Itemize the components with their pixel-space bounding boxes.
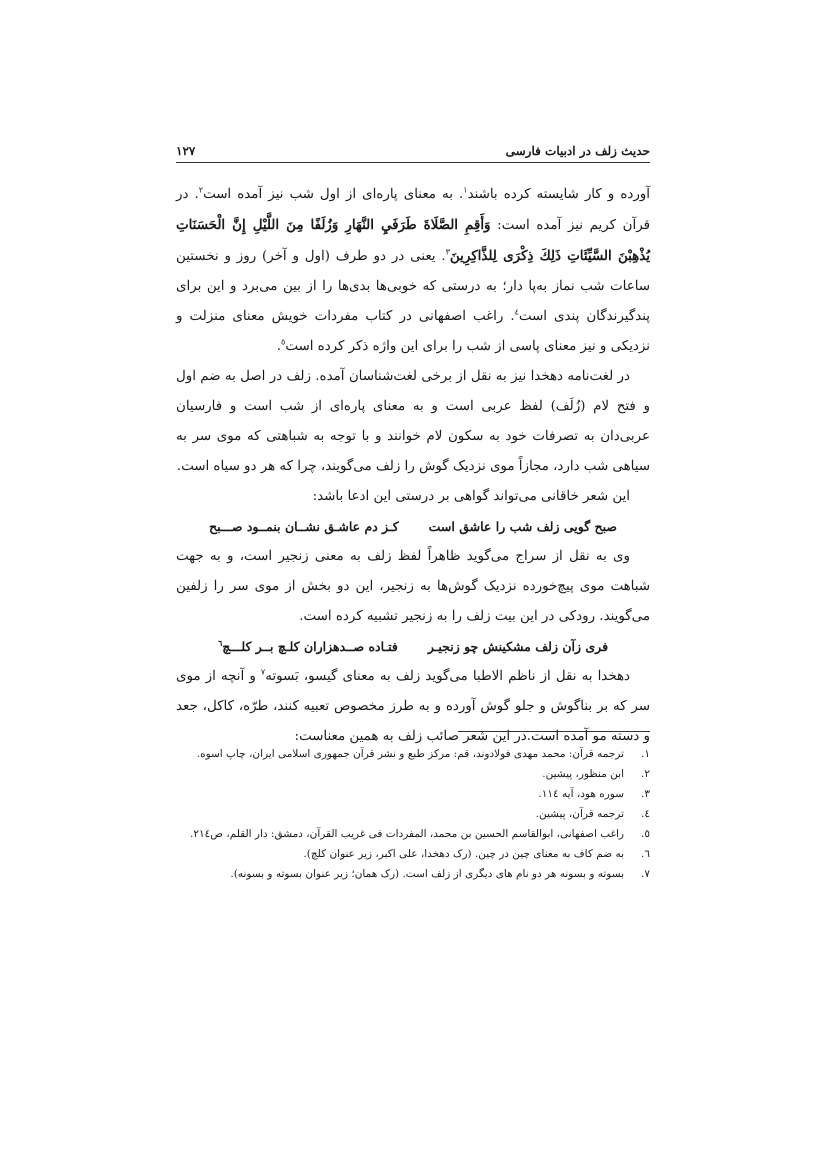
- hemistich-right: صبح گویی زلف شب را عاشق است: [428, 519, 617, 534]
- text-run: و آنچه از موی سر که بر بناگوش و جلو گوش آورده و به طرز مخصوص تعبیه کنند، طرّه، کاکل، جعد و دسته مو آمده است.در این شعر صائب زلف به همین معناست:: [176, 669, 650, 744]
- footnote-item: [176, 744, 650, 764]
- footnote-item: [176, 864, 650, 884]
- footnote-item: [176, 784, 650, 804]
- text-run: دهخدا به نقل از ناظم الاطبا می‌گوید زلف به معنای گیسو، بَسوته: [265, 669, 630, 684]
- footnote-item: [176, 824, 650, 844]
- paragraph-3: این شعر خاقانی می‌تواند گواهی بر درستی این ادعا باشد:: [312, 489, 630, 504]
- footnote-number: ٧.: [641, 868, 650, 880]
- footnote-item: [176, 804, 650, 824]
- page-header: [176, 140, 650, 163]
- footnotes-list: [176, 744, 650, 884]
- running-title: حدیث زلف در ادبیات فارسی: [505, 144, 650, 158]
- text-run: آورده و کار شایسته کرده باشند: [467, 187, 650, 202]
- footnote-marker: ۲: [198, 185, 204, 195]
- footnote-text: سوره هود، آیه ١١٤.: [538, 788, 624, 800]
- quran-verse: وَأَقِمِ الصَّلَاةَ طَرَفَيِ النَّهَارِ وَزُلَفًا مِنَ اللَّيْلِ إِنَّ الْحَسَنَاتِ يُذْهِبْنَ السَّيِّئَاتِ ذَلِكَ ذِكْرَى لِلذَّاكِرِينَ: [176, 217, 650, 264]
- hemistich-right: فری زآن زلف مشکینش چو زنجیـر: [427, 639, 609, 654]
- footnote-marker: ۳: [445, 247, 450, 257]
- footnote-text: ترجمه قرآن: محمد مهدی فولادوند، قم: مرکز طبع و نشر قرآن جمهوری اسلامی ایران، چاپ اسوه.: [196, 748, 624, 760]
- text-run: . راغب اصفهانی در کتاب مفردات خویش معنای منزلت و نزدیکی و نیز معنای پاسی از شب را برای این واژه ذکر کرده است: [176, 309, 650, 354]
- footnote-number: ۲.: [641, 768, 650, 780]
- footnote-marker: ۱: [463, 185, 468, 195]
- footnote-number: ۱.: [641, 748, 650, 760]
- paragraph-2: در لغت‌نامه دهخدا نیز به نقل از برخی لغت‌شناسان آمده. زلف در اصل به ضم اول و فتح لام (زُلَف) لفظ عربی است و به معنای پاره‌ای از شب است و فارسیان عربی‌دان به تصرفات خود به سکون لام خوانند و با توجه به شباهتی که موی سر به سیاهی شب دارد، مجازاً موی نزدیک گوش را زلف می‌گویند، چرا که هر دو سیاه است.: [176, 369, 650, 474]
- footnote-separator: [458, 731, 650, 732]
- footnote-number: ٤.: [641, 808, 650, 820]
- poem-verse-2: [176, 633, 650, 661]
- main-text: [176, 180, 650, 752]
- footnote-text: به ضم کاف به معنای چین در چین. (رک دهخدا، علی اکبر، زیر عنوان کلچ).: [303, 848, 624, 860]
- footnote-marker: ٥: [281, 337, 286, 347]
- footnote-item: [176, 764, 650, 784]
- footnote-text: ابن منظور، پیشین.: [542, 768, 624, 780]
- footnote-number: ۳.: [641, 788, 650, 800]
- footnote-text: ترجمه قرآن، پیشین.: [535, 808, 624, 820]
- footnote-marker: ۷: [260, 667, 266, 677]
- paragraph-4: وی به نقل از سراج می‌گوید ظاهراً لفظ زلف به معنی زنجیر است، و به جهت شباهت موی پیچ‌خورده نزدیک گوش‌ها به زنجیر، این دو بخش از موی سر را زلفین می‌گویند. رودکی در این بیت زلف را به زنجیر تشبیه کرده است.: [176, 549, 650, 624]
- hemistich-left: کـز دم عاشـق نشــان بنمــود صـــبح: [209, 519, 399, 534]
- poem-verse-1: [176, 513, 650, 541]
- footnote-text: بسوته و بسونه هر دو نام های دیگری از زلف است. (رک همان؛ زیر عنوان بسوته و بسونه).: [230, 868, 624, 880]
- hemistich-left: [218, 633, 398, 661]
- text-run: .: [276, 339, 282, 354]
- footnote-number: ٦.: [641, 848, 650, 860]
- paragraph-5: [176, 662, 650, 752]
- text-run: . در قرآن کریم نیز آمده است:: [176, 187, 650, 233]
- text-run: . به معنای پاره‌ای از اول شب نیز آمده است: [203, 187, 464, 202]
- footnote-number: ٥.: [641, 828, 650, 840]
- hemistich-text: فتـاده صــدهزاران کلـچ بــر کلـــچ: [222, 639, 398, 654]
- footnote-item: [176, 844, 650, 864]
- paragraph-1: [176, 180, 650, 362]
- text-run: . یعنی در دو طرف (اول و آخر) روز و نخستین ساعات شب نماز به‌پا دار؛ به درستی که خوبی‌ها بدی‌ها را از بین می‌برد و این برای پندگیرندگان پندی است: [176, 249, 650, 324]
- footnote-marker: ٦: [217, 637, 223, 648]
- footnote-marker: ٤: [514, 307, 519, 317]
- page-number: ۱۲۷: [176, 144, 196, 158]
- footnote-text: راغب اصفهانی، ابوالقاسم الحسین بن محمد، المفردات فی غریب القرآن، دمشق: دار القلم، ص٢١٤.: [190, 828, 624, 840]
